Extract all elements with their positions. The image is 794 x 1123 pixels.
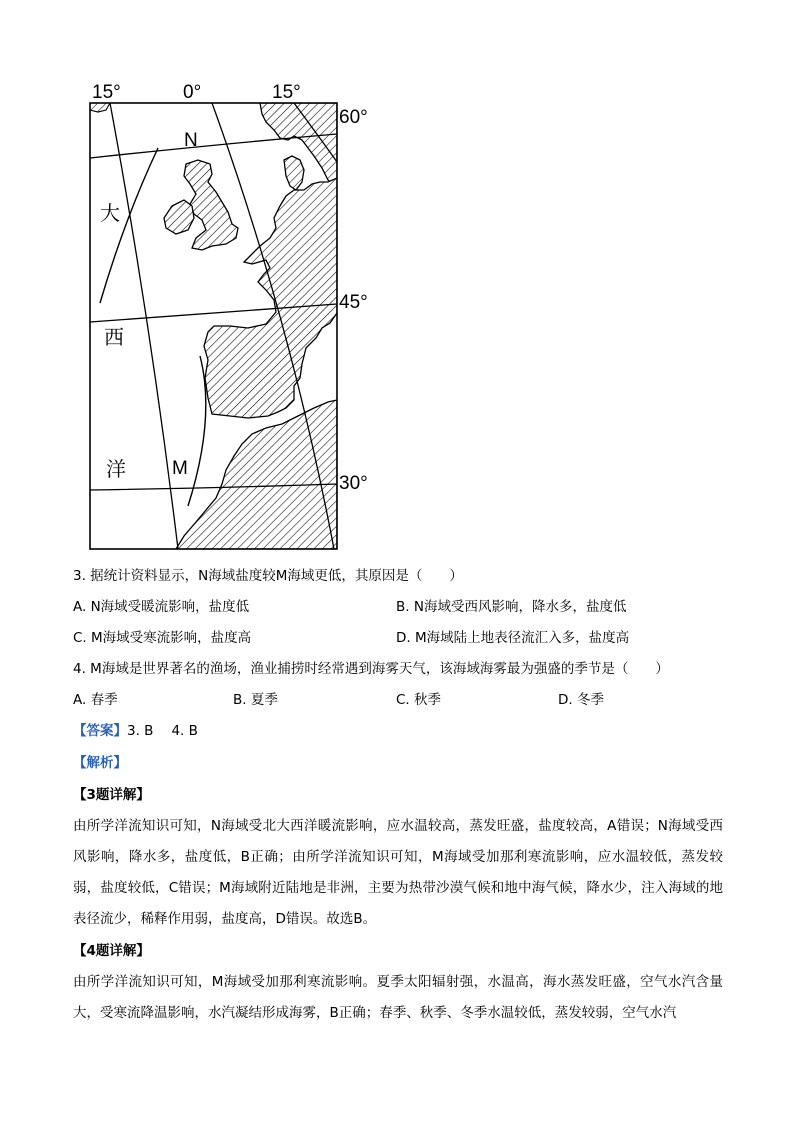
ocean-char-3: 洋 <box>106 457 126 481</box>
q4-option-b: B. 夏季 <box>233 692 278 708</box>
lon-label-15e: 15° <box>272 82 301 103</box>
q4-detail-text: 由所学洋流知识可知，M海域受加那利寒流影响。夏季太阳辐射强，水温高，海水蒸发旺盛，空气水汽含量大，受寒流降温影响，水汽凝结形成海雾，B正确；春季、秋季、冬季水温较低，蒸发较弱，空气水汽 <box>73 974 723 1021</box>
sea-label-n: N <box>184 130 198 151</box>
land-ireland <box>164 200 194 234</box>
lon-label-0: 0° <box>183 82 202 103</box>
q3-stem: 3. 据统计资料显示，N海域盐度较M海域更低，其原因是（ ） <box>73 568 463 584</box>
answer-q4: 4. B <box>171 723 198 739</box>
land-africa <box>176 400 337 549</box>
current-n <box>100 148 158 303</box>
q3-option-d: D. M海域陆上地表径流汇入多，盐度高 <box>396 630 630 646</box>
q4-option-c: C. 秋季 <box>396 692 442 708</box>
lon-label-15w: 15° <box>92 82 121 103</box>
ocean-char-1: 大 <box>100 201 120 225</box>
current-m <box>188 356 206 506</box>
map-figure <box>80 78 380 553</box>
q4-option-a: A. 春季 <box>73 692 118 708</box>
q3-option-b: B. N海域受西风影响，降水多，盐度低 <box>396 599 627 615</box>
q4-detail-heading: 【4题详解】 <box>73 943 150 959</box>
land-norway-edge <box>90 103 110 112</box>
land-great-britain <box>184 160 238 250</box>
lat-label-60: 60° <box>339 107 368 128</box>
lat-label-45: 45° <box>339 292 368 313</box>
sea-label-m: M <box>172 458 188 479</box>
q3-option-c: C. M海域受寒流影响，盐度高 <box>73 630 252 646</box>
answer-label: 【答案】 <box>73 723 127 739</box>
land-denmark <box>284 156 304 190</box>
lat-label-30: 30° <box>339 473 368 494</box>
ocean-char-2: 西 <box>104 325 124 349</box>
q3-detail-heading: 【3题详解】 <box>73 787 150 803</box>
answer-q3: 3. B <box>127 723 154 739</box>
q3-detail-text: 由所学洋流知识可知，N海域受北大西洋暖流影响，应水温较高，蒸发旺盛，盐度较高，A错误；N海域受西风影响，降水多，盐度低，B正确；由所学洋流知识可知，M海域受加那利寒流影响，应水温较低，蒸发较弱，盐度较低，C错误；M海域附近陆地是非洲，主要为热带沙漠气候和地中海气候，降水少，注入海域的地表径流少，稀释作用弱，盐度高，D错误。故选B。 <box>73 818 723 927</box>
q4-stem: 4. M海域是世界著名的渔场，渔业捕捞时经常遇到海雾天气，该海域海雾最为强盛的季节是（ ） <box>73 661 669 677</box>
q3-option-a: A. N海域受暖流影响，盐度低 <box>73 599 250 615</box>
q4-option-d: D. 冬季 <box>558 692 604 708</box>
parallel-60 <box>90 134 337 158</box>
answer-line <box>73 721 198 741</box>
analysis-label: 【解析】 <box>73 755 127 771</box>
